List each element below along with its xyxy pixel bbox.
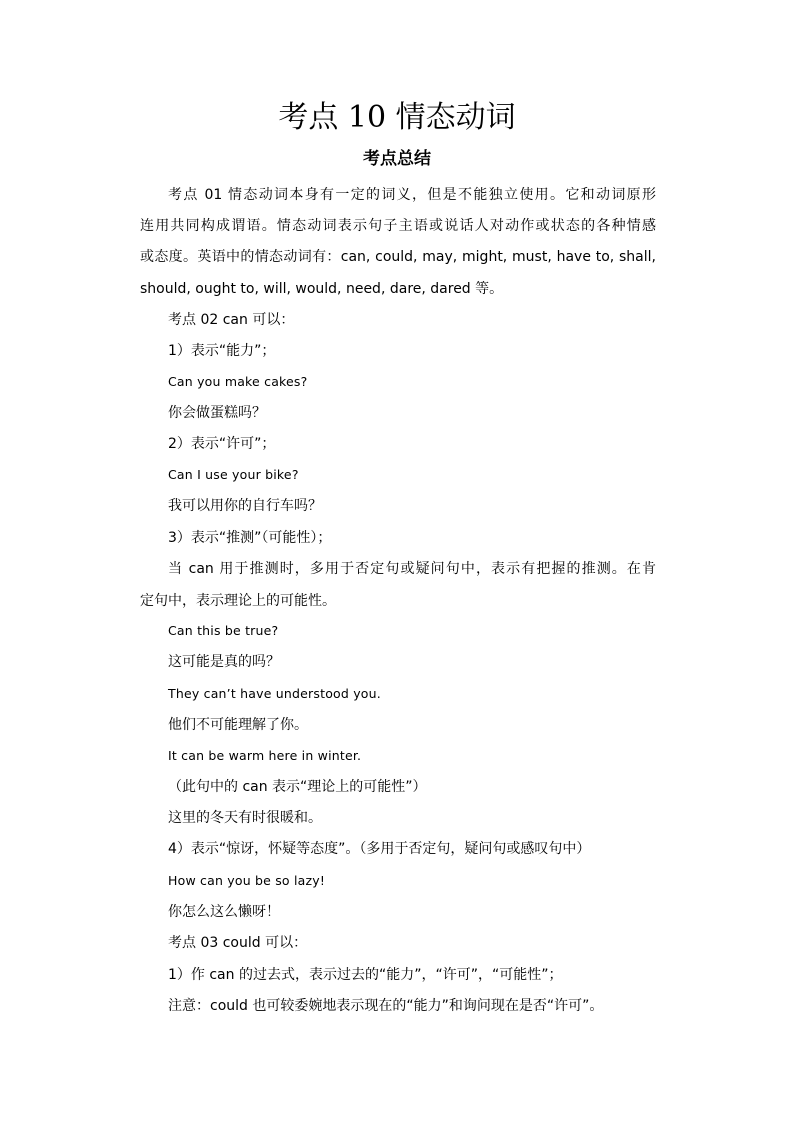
paragraph-line: 考点 01 情态动词本身有一定的词义，但是不能独立使用。它和动词原形 [168, 187, 656, 203]
example-translation: 他们不可能理解了你。 [168, 717, 308, 733]
list-item: 1）作 can 的过去式，表示过去的“能力”，“许可”，“可能性”； [168, 967, 563, 983]
paragraph-line: 当 can 用于推测时，多用于否定句或疑问句中，表示有把握的推测。在肯 [168, 561, 656, 577]
example-sentence: How can you be so lazy! [168, 873, 326, 888]
note-line: （此句中的 can 表示“理论上的可能性”） [168, 779, 427, 795]
section-subtitle: 考点总结 [363, 149, 431, 169]
example-sentence: Can you make cakes? [168, 374, 308, 389]
example-sentence: Can I use your bike? [168, 467, 299, 482]
example-sentence: They can’t have understood you. [168, 686, 381, 701]
list-item: 2）表示“许可”； [168, 436, 276, 452]
example-translation: 这可能是真的吗？ [168, 654, 280, 670]
section-heading: 考点 02 can 可以： [168, 312, 295, 328]
list-item: 4）表示“惊讶，怀疑等态度”。（多用于否定句，疑问句或感叹句中） [168, 841, 591, 857]
paragraph-line: should, ought to, will, would, need, dare, dared 等。 [140, 281, 504, 297]
example-translation: 这里的冬天有时很暖和。 [168, 810, 322, 826]
section-heading: 考点 03 could 可以： [168, 935, 308, 951]
example-sentence: Can this be true? [168, 623, 279, 638]
list-item: 3）表示“推测”（可能性）； [168, 530, 332, 546]
paragraph-line: 定句中，表示理论上的可能性。 [140, 593, 336, 609]
paragraph-line: 或态度。英语中的情态动词有：can, could, may, might, must, have to, shall, [140, 249, 656, 265]
note-line: 注意：could 也可较委婉地表示现在的“能力”和询问现在是否“许可”。 [168, 998, 604, 1014]
paragraph-line: 连用共同构成谓语。情态动词表示句子主语或说话人对动作或状态的各种情感 [140, 218, 656, 234]
example-translation: 你会做蛋糕吗？ [168, 405, 266, 421]
example-translation: 你怎么这么懒呀！ [168, 904, 280, 920]
page-title: 考点 10 情态动词 [278, 100, 516, 135]
list-item: 1）表示“能力”； [168, 343, 276, 359]
example-translation: 我可以用你的自行车吗？ [168, 498, 322, 514]
example-sentence: It can be warm here in winter. [168, 748, 362, 763]
